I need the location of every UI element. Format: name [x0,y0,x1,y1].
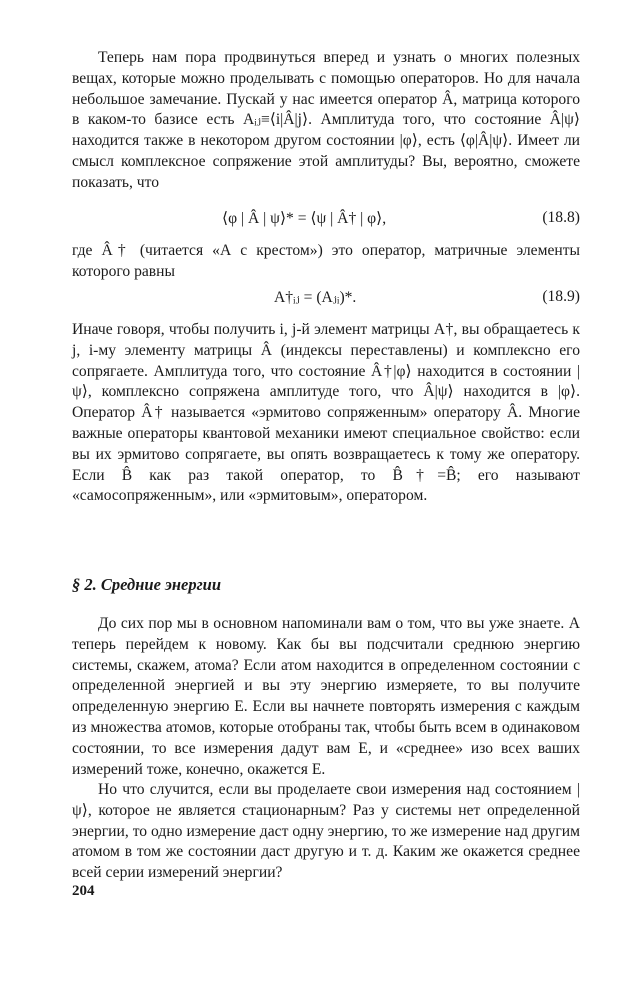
page-number: 204 [72,883,95,899]
equation-18-9-number: (18.9) [542,288,580,305]
equation-18-9-expression: A†ᵢⱼ = (Aⱼᵢ)*. [274,289,357,306]
equation-18-8 [72,209,580,231]
paragraph-hermitian-definition: где Â† (читается «А с крестом») это оператор, матричные элементы которого равны [72,242,580,280]
paragraph-hermitian-explanation: Иначе говоря, чтобы получить i, j-й элемент матрицы A†, вы обращаетесь к j, i-му элементу матрицы Â (индексы переставлены) и комплексно его сопрягаете. Амплитуда того, что состояние Â†|φ⟩ находится в состоянии |ψ⟩, комплексно сопряжена амплитуде того, что Â|ψ⟩ находится в |φ⟩. Оператор Â† называется «эрмитово сопряженным» оператору Â. Многие важные операторы квантовой механики имеют специальное свойство: если вы их эрмитово сопрягаете, вы опять возвращаетесь к тому же оператору. Если B̂ как раз такой оператор, то B̂†=B̂; его называют «самосопряженным», или «эрмитовым», оператором. [72,321,580,505]
equation-18-8-expression: ⟨φ | Â | ψ⟩* = ⟨ψ | Â† | φ⟩, [222,210,387,227]
paragraph-nonstationary-state: Но что случится, если вы проделаете свои измерения над состоянием |ψ⟩, которое не является стационарным? Раз у системы нет определенной энергии, то одно измерение даст одну энергию, то же измерение над другим атомом в том же состоянии даст другую и т. д. Каким же окажется среднее всей серии измерений энергии? [72,781,580,882]
paragraph-operators-intro: Теперь нам пора продвинуться вперед и узнать о многих полезных вещах, которые можно проделывать с помощью операторов. Но для начала небольшое замечание. Пускай у нас имеется оператор Â, матрица которого в каком-то базисе есть Aᵢⱼ≡⟨i|Â|j⟩. Амплитуда того, что состояние Â|ψ⟩ находится также в некотором другом состоянии |φ⟩, есть ⟨φ|Â|ψ⟩. Имеет ли смысл комплексное сопряжение этой амплитуды? Вы, вероятно, сможете показать, что [72,49,580,191]
equation-18-8-number: (18.8) [542,209,580,226]
section-heading-average-energies: § 2. Средние энергии [72,575,222,594]
paragraph-average-energy: До сих пор мы в основном напоминали вам о том, что вы уже знаете. А теперь перейдем к новому. Как бы вы подсчитали среднюю энергию системы, скажем, атома? Если атом находится в определенном состоянии с определенной энергией и вы эту энергию измеряете, то вы получите определенную энергию E. Если вы начнете повторять измерения с каждым из множества атомов, которые отобраны так, чтобы быть всем в одинаковом состоянии, то все измерения дадут вам E, и «среднее» изо всех ваших измерений тоже, конечно, окажется E. [72,615,580,778]
equation-18-9 [72,288,580,310]
